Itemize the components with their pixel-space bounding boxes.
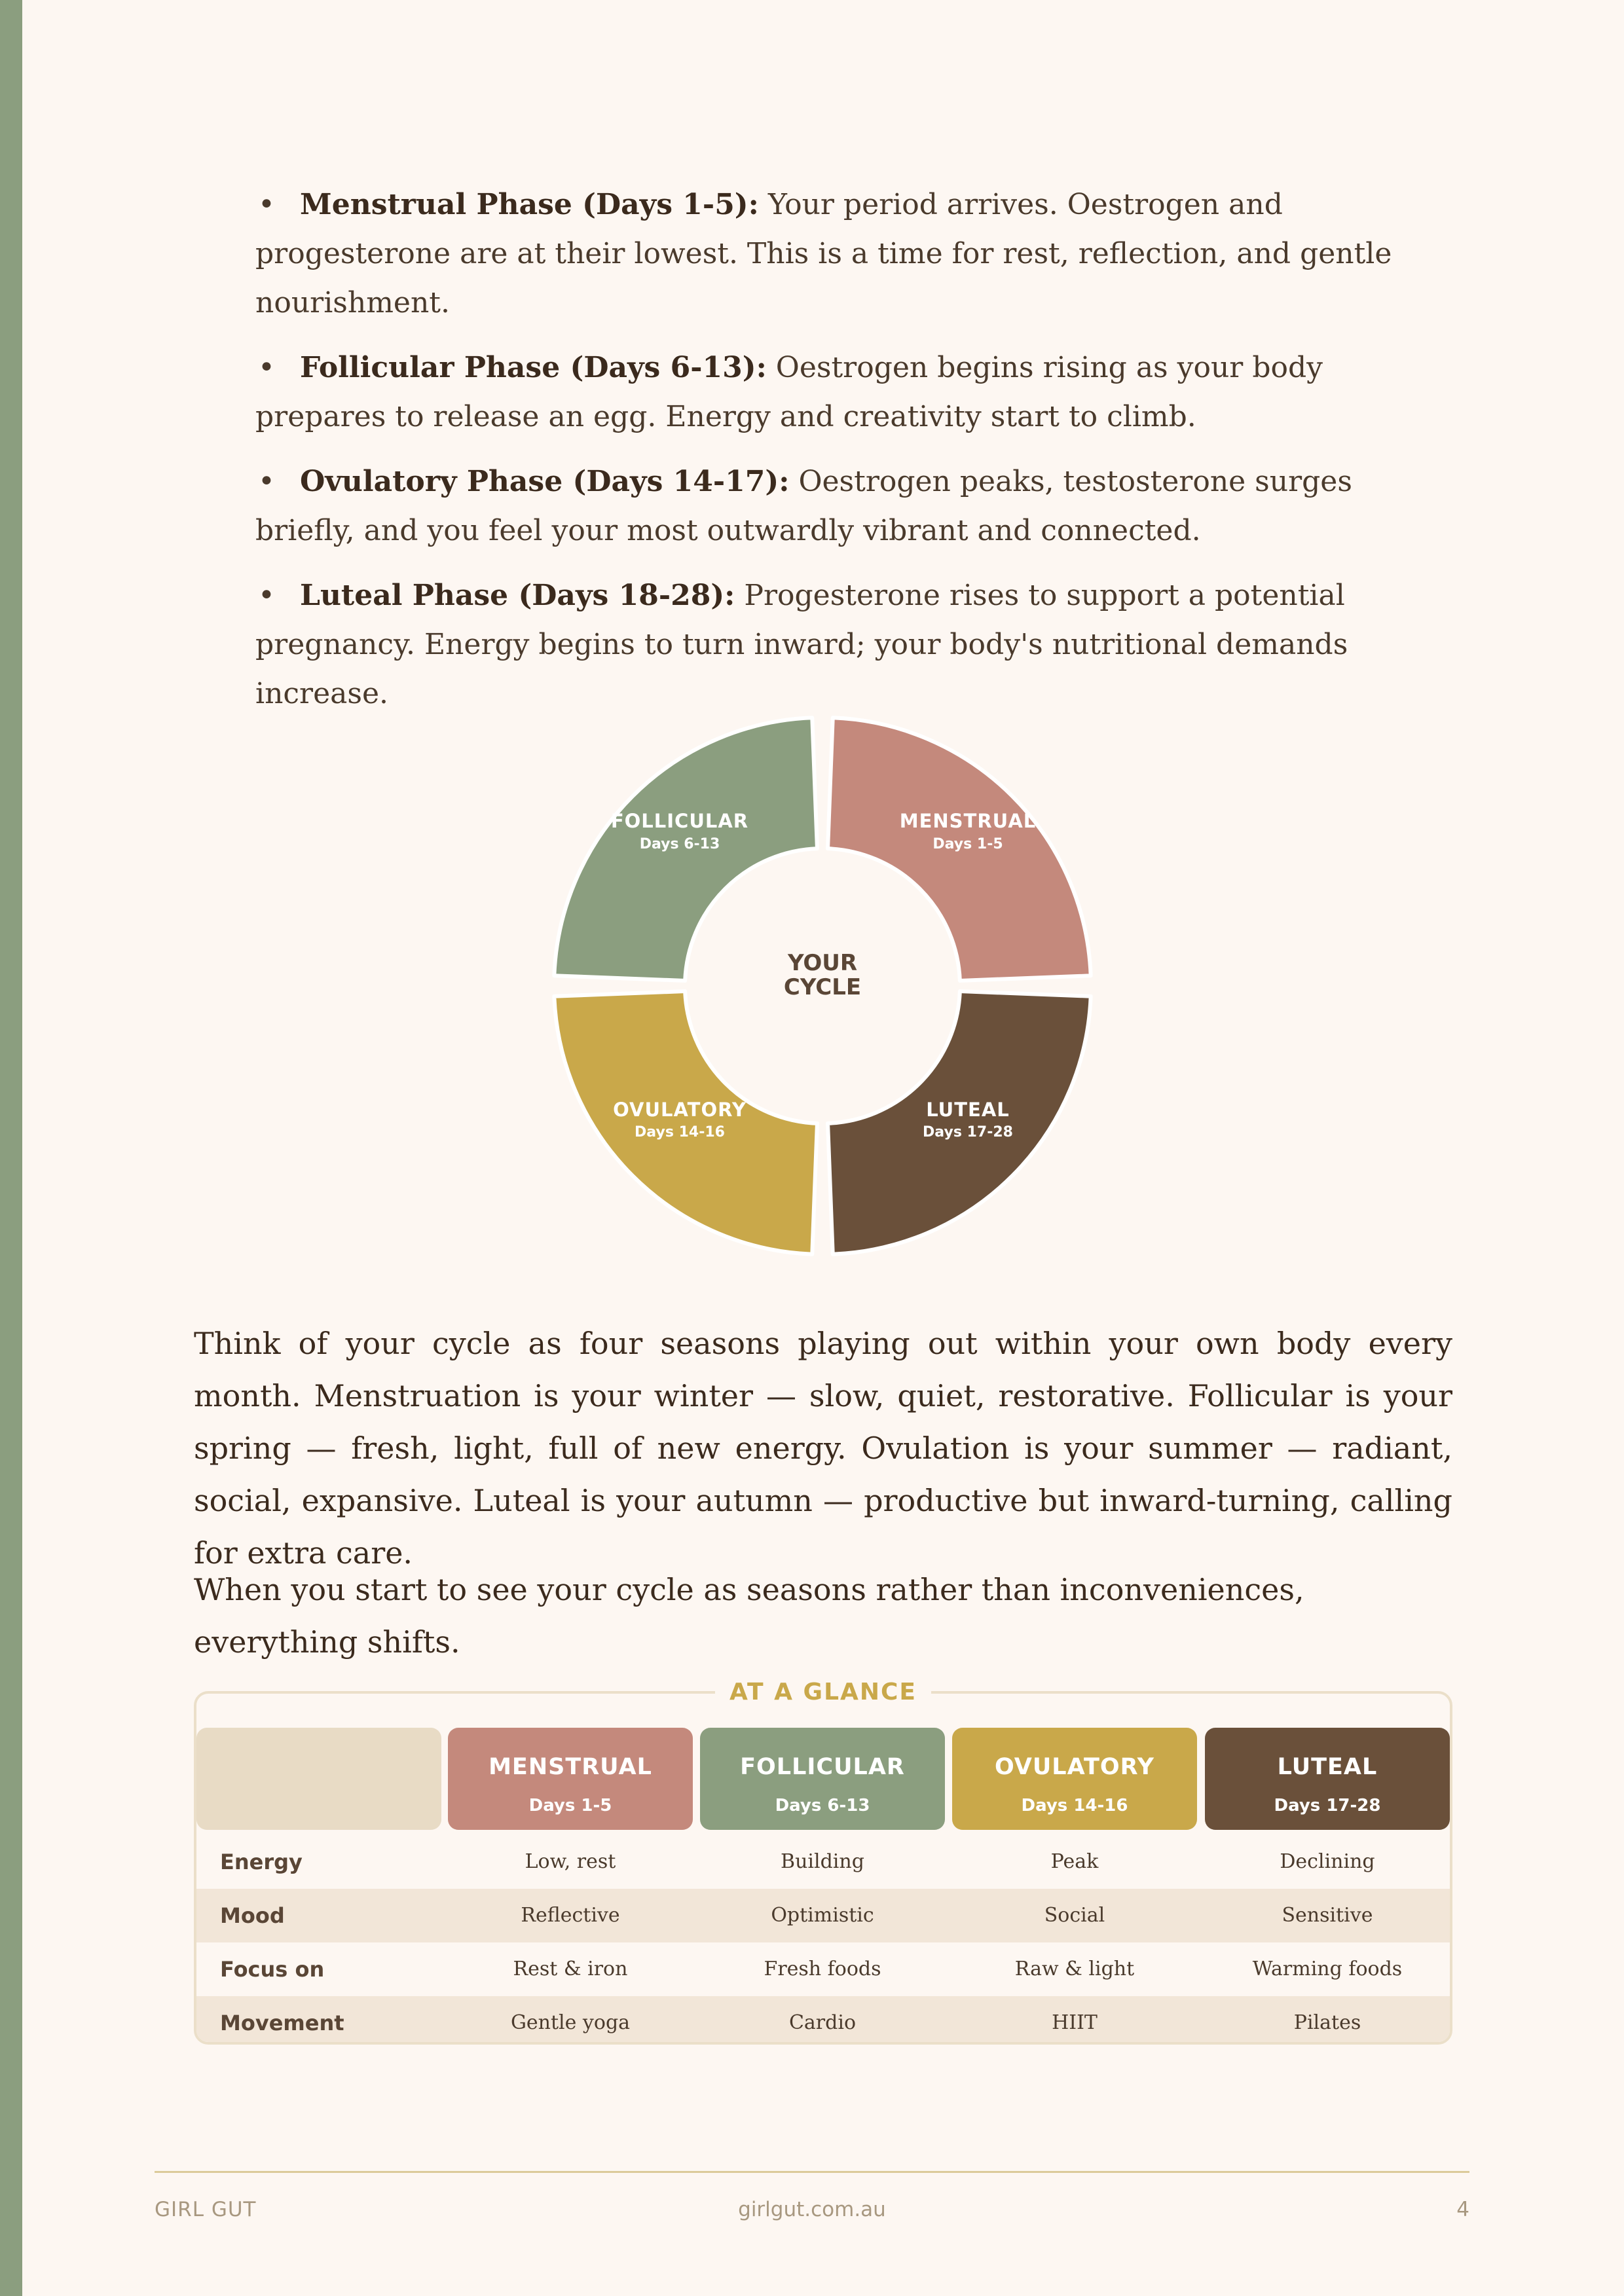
table-cell: Cardio	[788, 2011, 857, 2034]
bullet-icon: •	[258, 188, 275, 221]
row-label: Energy	[220, 1850, 303, 1874]
cycle-wheel-graphic	[530, 694, 1107, 1270]
phase-text: Your period arrives. Oestrogen and progesterone are at their lowest. This is a time for rest, reflection, and gentle nourishment.	[255, 188, 1392, 319]
table-cell: Raw & light	[1014, 1958, 1135, 1980]
wheel-segment-ovulatory	[554, 991, 817, 1254]
column-days: Days 6-13	[775, 1796, 870, 1815]
table-header-luteal	[1205, 1728, 1450, 1830]
table-cell: Peak	[1050, 1850, 1099, 1873]
left-accent-bar	[0, 0, 22, 2296]
table-row-focus	[196, 1942, 1450, 1996]
seasons-paragraph: Think of your cycle as four seasons playing out within your own body every month. Menstruation is your winter — slow, quiet, restorative. Follicular is your spring — fresh, light, full of new energy. Ovulation is your summer — radiant, social, expansive. Luteal is your autumn — productive but inward-turning, calling for extra care.	[194, 1326, 1452, 1571]
row-label: Movement	[220, 2011, 344, 2035]
table-cell: Sensitive	[1282, 1904, 1373, 1927]
wheel-center-line1: YOUR	[787, 950, 858, 976]
phase-text: Progesterone rises to support a potential pregnancy. Energy begins to turn inward; your body's nutritional demands increase.	[255, 579, 1348, 710]
page-number: 4	[1456, 2198, 1469, 2221]
row-label: Mood	[220, 1903, 285, 1928]
table-cell: Warming foods	[1252, 1958, 1403, 1980]
column-name: LUTEAL	[1277, 1754, 1378, 1780]
column-days: Days 14-16	[1021, 1796, 1128, 1815]
bullet-icon: •	[258, 351, 275, 384]
table-cell: Declining	[1280, 1850, 1375, 1873]
table-header-blank	[196, 1728, 441, 1830]
at-a-glance-title: AT A GLANCE	[715, 1679, 931, 1705]
table-cell: Rest & iron	[513, 1958, 628, 1980]
footer-brand: GIRL GUT	[155, 2198, 257, 2221]
phase-title: Ovulatory Phase (Days 14-17):	[300, 465, 790, 498]
table-row-energy	[196, 1835, 1450, 1889]
phase-list	[255, 180, 1454, 734]
table-header-menstrual	[448, 1728, 693, 1830]
column-name: FOLLICULAR	[740, 1754, 905, 1780]
phase-item-ovulatory	[255, 457, 1454, 555]
table-cell: Pilates	[1293, 2011, 1361, 2034]
column-name: OVULATORY	[994, 1754, 1154, 1780]
table-cell: Building	[781, 1850, 864, 1873]
table-row-movement	[196, 1996, 1450, 2042]
footer-url-link[interactable]: girlgut.com.au	[738, 2198, 886, 2221]
table-header-follicular	[700, 1728, 945, 1830]
footer-divider	[155, 2171, 1469, 2173]
wheel-days-menstrual: Days 1-5	[932, 836, 1003, 852]
column-name: MENSTRUAL	[489, 1754, 652, 1780]
wheel-label-menstrual: MENSTRUAL	[899, 810, 1037, 832]
bullet-icon: •	[258, 465, 275, 498]
table-cell: Low, rest	[525, 1850, 616, 1873]
wheel-days-luteal: Days 17-28	[923, 1124, 1013, 1140]
bullet-icon: •	[258, 579, 275, 612]
wheel-label-follicular: FOLLICULAR	[610, 810, 749, 832]
phase-text: Oestrogen peaks, testosterone surges briefly, and you feel your most outwardly vibrant and connected.	[255, 465, 1352, 547]
phase-title: Luteal Phase (Days 18-28):	[300, 579, 735, 612]
wheel-days-ovulatory: Days 14-16	[635, 1124, 725, 1140]
column-days: Days 1-5	[528, 1796, 612, 1815]
column-days: Days 17-28	[1274, 1796, 1381, 1815]
table-cell: Optimistic	[771, 1904, 874, 1927]
table-cell: HIIT	[1052, 2011, 1098, 2034]
at-a-glance-table	[194, 1679, 1452, 2045]
wheel-segment-luteal	[828, 991, 1091, 1254]
table-header-ovulatory	[952, 1728, 1197, 1830]
row-label: Focus on	[220, 1957, 325, 1982]
table-cell: Reflective	[521, 1904, 620, 1927]
wheel-label-ovulatory: OVULATORY	[613, 1099, 747, 1121]
wheel-days-follicular: Days 6-13	[639, 836, 720, 852]
shift-paragraph: When you start to see your cycle as seasons rather than inconveniences, everything shifts.	[194, 1572, 1304, 1660]
phase-item-menstrual	[255, 180, 1454, 327]
table-cell: Gentle yoga	[510, 2011, 631, 2034]
wheel-label-luteal: LUTEAL	[926, 1099, 1010, 1121]
table-row-mood	[196, 1889, 1450, 1942]
phase-title: Menstrual Phase (Days 1-5):	[300, 188, 759, 221]
cycle-wheel	[530, 694, 1107, 1270]
phase-item-follicular	[255, 343, 1454, 441]
phase-text: Oestrogen begins rising as your body prepares to release an egg. Energy and creativity start to climb.	[255, 351, 1323, 433]
table-cell: Fresh foods	[764, 1958, 881, 1980]
wheel-center-line2: CYCLE	[783, 974, 862, 1000]
phase-title: Follicular Phase (Days 6-13):	[300, 351, 767, 384]
table-cell: Social	[1044, 1904, 1105, 1927]
